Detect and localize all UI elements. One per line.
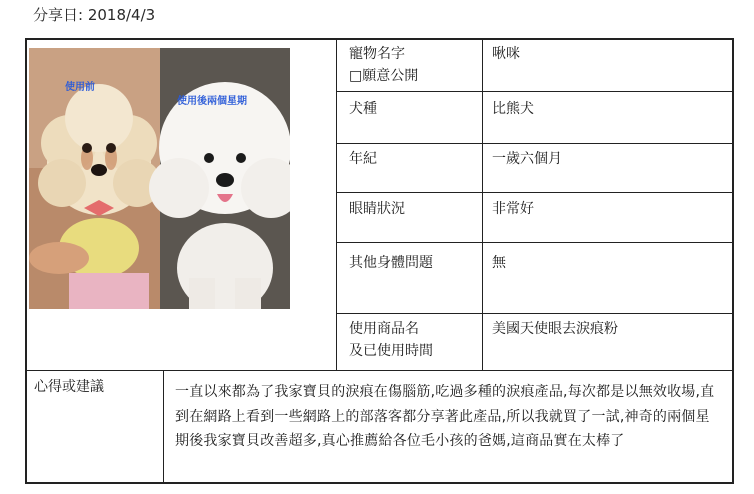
row-line-1 — [336, 91, 734, 92]
row-line-4 — [336, 242, 734, 243]
after-label: 使用後兩個星期 — [177, 96, 247, 107]
eye-condition-label: 眼睛狀況 — [349, 201, 405, 217]
other-health-label: 其他身體問題 — [349, 255, 433, 271]
pet-name-label: 寵物名字 □願意公開 — [349, 46, 419, 84]
row-line-2 — [336, 143, 734, 144]
age-label: 年紀 — [349, 151, 377, 167]
share-date: 分享日: 2018/4/3 — [33, 6, 156, 24]
pet-name-value: 啾咪 — [492, 46, 520, 62]
feedback-top-line — [27, 370, 734, 371]
age-value: 一歲六個月 — [492, 151, 562, 167]
divider-photo — [336, 40, 337, 370]
row-line-3 — [336, 192, 734, 193]
before-label: 使用前 — [65, 82, 95, 93]
other-health-value: 無 — [492, 255, 506, 271]
breed-label: 犬種 — [349, 101, 377, 117]
product-usage-value: 美國天使眼去淚痕粉 — [492, 321, 618, 337]
pet-info-table — [25, 38, 734, 484]
breed-value: 比熊犬 — [492, 101, 534, 117]
feedback-text: 一直以來都為了我家寶貝的淚痕在傷腦筋,吃過多種的淚痕產品,每次都是以無效收場,直到在網路上看到一些網路上的部落客都分享著此產品,所以我就買了一試,神奇的兩個星期後我家寶貝改善超多,真心推薦給各位毛小孩的爸媽,這商品實在太棒了 — [175, 384, 715, 449]
before-after-photo — [29, 48, 290, 309]
feedback-label: 心得或建議 — [34, 379, 104, 395]
product-usage-label: 使用商品名 及已使用時間 — [349, 321, 433, 359]
divider-label-value — [482, 40, 483, 370]
row-line-5 — [336, 313, 734, 314]
public-consent-checkbox-label: □願意公開 — [349, 68, 419, 84]
divider-feedback — [163, 370, 164, 484]
eye-condition-value: 非常好 — [492, 201, 534, 217]
